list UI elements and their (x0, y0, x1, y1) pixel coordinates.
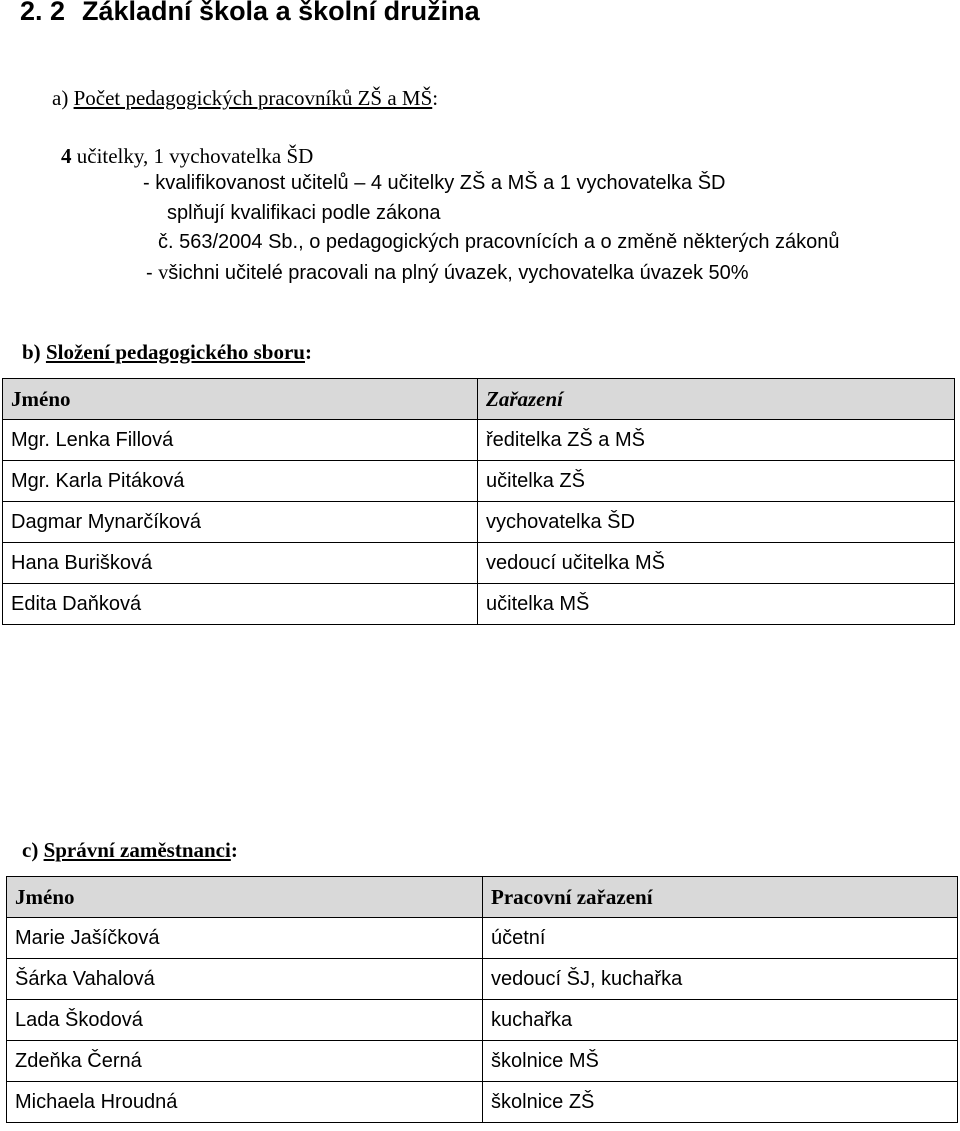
administrative-staff-table (6, 876, 958, 1123)
cell-position: vychovatelka ŠD (478, 502, 955, 543)
cell-position: účetní (483, 918, 958, 959)
staff-count (61, 144, 313, 169)
cell-position: kuchařka (483, 1000, 958, 1041)
cell-position: školnice ZŠ (483, 1082, 958, 1123)
cell-name: Edita Daňková (3, 584, 478, 625)
subheading-a (52, 86, 438, 111)
subheading-b-prefix: b) (22, 340, 46, 364)
workload-dash: - (146, 262, 159, 284)
cell-position: učitelka ZŠ (478, 461, 955, 502)
cell-name: Michaela Hroudná (7, 1082, 483, 1123)
staff-count-number: 4 (61, 144, 72, 168)
staff-count-text: učitelky, 1 vychovatelka ŠD (71, 144, 314, 168)
column-header-name: Jméno (7, 877, 483, 918)
law-title: , o pedagogických pracovnících a o změně některých zákonů (298, 231, 840, 253)
table-row (3, 461, 955, 502)
cell-name: Mgr. Lenka Fillová (3, 420, 478, 461)
cell-name: Mgr. Karla Pitáková (3, 461, 478, 502)
section-title: Základní škola a školní družina (82, 0, 480, 26)
cell-position: vedoucí učitelka MŠ (478, 543, 955, 584)
table-row (7, 918, 958, 959)
column-header-name: Jméno (3, 379, 478, 420)
cell-position: učitelka MŠ (478, 584, 955, 625)
table-row (3, 584, 955, 625)
subheading-c-prefix: c) (22, 838, 44, 862)
qualification-law-line: splňují kvalifikaci podle zákona (167, 202, 441, 224)
subheading-b (22, 340, 312, 365)
cell-position: ředitelka ZŠ a MŠ (478, 420, 955, 461)
subheading-b-title: Složení pedagogického sboru (45, 340, 305, 364)
cell-position: školnice MŠ (483, 1041, 958, 1082)
law-reference-line (158, 231, 840, 254)
table-row (3, 543, 955, 584)
subheading-a-title: Počet pedagogických pracovníků ZŠ a MŠ (73, 86, 433, 110)
section-heading (20, 0, 480, 27)
table-header-row (7, 877, 958, 918)
table-row (7, 1000, 958, 1041)
cell-name: Zdeňka Černá (7, 1041, 483, 1082)
table-row (7, 1041, 958, 1082)
qualification-line: - kvalifikovanost učitelů – 4 učitelky ZŠ a MŠ a 1 vychovatelka ŠD (143, 172, 726, 194)
cell-name: Hana Burišková (3, 543, 478, 584)
subheading-a-colon: : (432, 86, 439, 110)
subheading-b-colon: : (304, 340, 312, 364)
workload-line (146, 262, 749, 285)
subheading-c (22, 838, 238, 863)
cell-position: vedoucí ŠJ, kuchařka (483, 959, 958, 1000)
section-number: 2. 2 (20, 0, 66, 26)
pedagogical-staff-table (2, 378, 955, 625)
table-row (3, 420, 955, 461)
cell-name: Lada Škodová (7, 1000, 483, 1041)
workload-initial: v (158, 262, 169, 284)
column-header-position: Zařazení (478, 379, 955, 420)
table-header-row (3, 379, 955, 420)
cell-name: Dagmar Mynarčíková (3, 502, 478, 543)
subheading-c-title: Správní zaměstnanci (43, 838, 231, 862)
cell-name: Marie Jašíčková (7, 918, 483, 959)
law-number: č. 563/2004 Sb. (158, 231, 299, 253)
table-row (7, 1082, 958, 1123)
cell-name: Šárka Vahalová (7, 959, 483, 1000)
column-header-job-position: Pracovní zařazení (483, 877, 958, 918)
table-row (7, 959, 958, 1000)
subheading-a-prefix: a) (52, 86, 74, 110)
workload-text: šichni učitelé pracovali na plný úvazek, vychovatelka úvazek 50% (168, 262, 749, 284)
table-row (3, 502, 955, 543)
subheading-c-colon: : (230, 838, 238, 862)
